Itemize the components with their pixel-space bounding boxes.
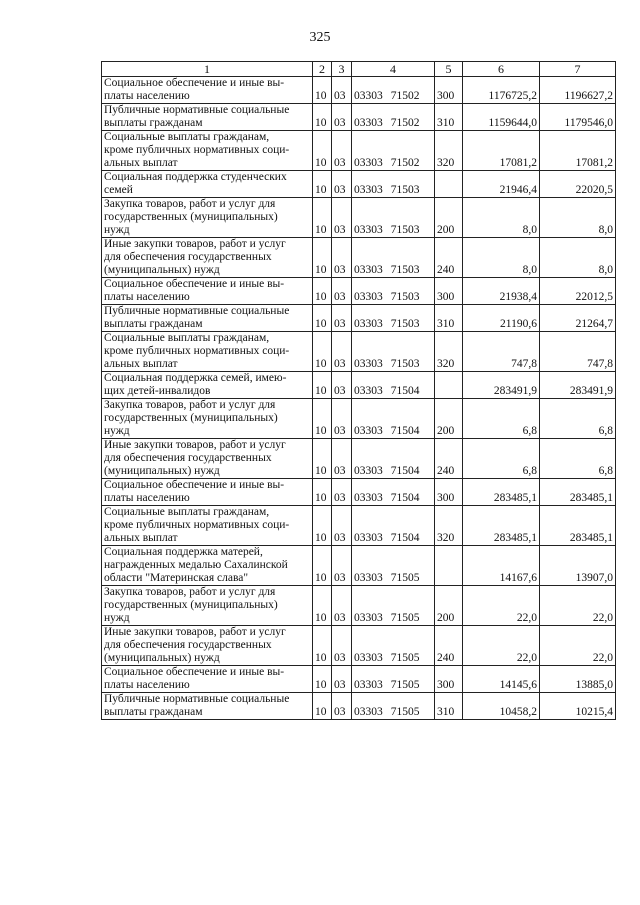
amount-col7-cell: 8,0 (540, 198, 616, 238)
row-name-cell (102, 171, 313, 198)
row-name-line: награжденных медалью Сахалинской (104, 559, 288, 571)
expense-type-cell: 200 (435, 586, 463, 626)
table-row (102, 332, 616, 372)
subsection-code-cell: 03 (332, 305, 352, 332)
target-article-program: 03303 (354, 157, 383, 169)
row-name-line: государственных (муниципальных) (104, 211, 278, 223)
row-name-cell (102, 131, 313, 171)
page-number: 325 (309, 30, 331, 45)
row-name-cell (102, 666, 313, 693)
table-row (102, 198, 616, 238)
row-name-line: Социальное обеспечение и иные вы- (104, 666, 285, 678)
section-code-cell: 10 (313, 693, 332, 720)
target-article-direction: 71505 (390, 652, 420, 664)
target-article-direction: 71504 (390, 425, 420, 437)
amount-col7-cell: 22020,5 (540, 171, 616, 198)
row-name-cell (102, 372, 313, 399)
amount-col6-cell: 22,0 (463, 586, 540, 626)
column-header: 7 (540, 62, 616, 77)
expense-type-cell: 300 (435, 278, 463, 305)
section-code-cell: 10 (313, 198, 332, 238)
target-article-cell (352, 104, 435, 131)
target-article-cell (352, 506, 435, 546)
column-header: 2 (313, 62, 332, 77)
amount-col7-cell: 6,8 (540, 439, 616, 479)
target-article-cell (352, 439, 435, 479)
amount-col6-cell: 21938,4 (463, 278, 540, 305)
subsection-code-cell: 03 (332, 506, 352, 546)
target-article-cell (352, 278, 435, 305)
amount-col6-cell: 283485,1 (463, 506, 540, 546)
table-row (102, 278, 616, 305)
subsection-code-cell: 03 (332, 479, 352, 506)
target-article-program: 03303 (354, 492, 383, 504)
target-article-program: 03303 (354, 224, 383, 236)
row-name-line: Социальные выплаты гражданам, (104, 506, 270, 518)
target-article-program: 03303 (354, 385, 383, 397)
amount-col7-cell: 283485,1 (540, 479, 616, 506)
amount-col6-cell: 17081,2 (463, 131, 540, 171)
row-name-line: альных выплат (104, 532, 178, 544)
amount-col7-cell: 21264,7 (540, 305, 616, 332)
target-article-direction: 71503 (390, 264, 420, 276)
table-row (102, 372, 616, 399)
section-code-cell: 10 (313, 399, 332, 439)
row-name-line: (муниципальных) нужд (104, 465, 220, 477)
amount-col6-cell: 1176725,2 (463, 77, 540, 104)
row-name-line: Социальная поддержка студенческих (104, 171, 287, 183)
row-name-line: государственных (муниципальных) (104, 599, 278, 611)
table-row (102, 546, 616, 586)
target-article-direction: 71503 (390, 224, 420, 236)
amount-col7-cell: 22,0 (540, 586, 616, 626)
subsection-code-cell: 03 (332, 131, 352, 171)
amount-col7-cell: 17081,2 (540, 131, 616, 171)
subsection-code-cell: 03 (332, 198, 352, 238)
amount-col7-cell: 283485,1 (540, 506, 616, 546)
expense-type-cell: 320 (435, 332, 463, 372)
subsection-code-cell: 03 (332, 626, 352, 666)
target-article-cell (352, 399, 435, 439)
amount-col6-cell: 14167,6 (463, 546, 540, 586)
row-name-line: Иные закупки товаров, работ и услуг (104, 238, 286, 250)
row-name-cell (102, 439, 313, 479)
column-header: 6 (463, 62, 540, 77)
target-article-direction: 71503 (390, 184, 420, 196)
target-article-direction: 71502 (390, 157, 420, 169)
target-article-program: 03303 (354, 572, 383, 584)
target-article-direction: 71504 (390, 385, 420, 397)
row-name-cell (102, 586, 313, 626)
target-article-cell (352, 238, 435, 278)
section-code-cell: 10 (313, 479, 332, 506)
subsection-code-cell: 03 (332, 586, 352, 626)
row-name-line: Публичные нормативные социальные (104, 305, 290, 317)
target-article-direction: 71503 (390, 291, 420, 303)
target-article-program: 03303 (354, 425, 383, 437)
amount-col7-cell: 1179546,0 (540, 104, 616, 131)
expense-type-cell: 320 (435, 506, 463, 546)
row-name-cell (102, 77, 313, 104)
row-name-line: Социальная поддержка матерей, (104, 546, 263, 558)
target-article-program: 03303 (354, 652, 383, 664)
target-article-cell (352, 305, 435, 332)
amount-col6-cell: 283485,1 (463, 479, 540, 506)
target-article-cell (352, 626, 435, 666)
table-row (102, 626, 616, 666)
row-name-cell (102, 399, 313, 439)
expense-type-cell: 300 (435, 666, 463, 693)
subsection-code-cell: 03 (332, 238, 352, 278)
section-code-cell: 10 (313, 586, 332, 626)
row-name-line: Публичные нормативные социальные (104, 104, 290, 116)
row-name-line: выплаты гражданам (104, 318, 203, 330)
amount-col6-cell: 8,0 (463, 238, 540, 278)
expense-type-cell: 320 (435, 131, 463, 171)
target-article-cell (352, 131, 435, 171)
row-name-line: Социальное обеспечение и иные вы- (104, 479, 285, 491)
row-name-line: Социальные выплаты гражданам, (104, 131, 270, 143)
amount-col6-cell: 283491,9 (463, 372, 540, 399)
target-article-cell (352, 171, 435, 198)
target-article-cell (352, 372, 435, 399)
amount-col7-cell: 22012,5 (540, 278, 616, 305)
row-name-line: нужд (104, 425, 130, 437)
target-article-direction: 71505 (390, 612, 420, 624)
table-row (102, 77, 616, 104)
target-article-cell (352, 693, 435, 720)
row-name-line: Социальное обеспечение и иные вы- (104, 278, 285, 290)
row-name-line: кроме публичных нормативных соци- (104, 144, 290, 156)
section-code-cell: 10 (313, 372, 332, 399)
target-article-direction: 71504 (390, 532, 420, 544)
expense-type-cell: 240 (435, 439, 463, 479)
target-article-direction: 71505 (390, 706, 420, 718)
section-code-cell: 10 (313, 666, 332, 693)
table-row (102, 131, 616, 171)
section-code-cell: 10 (313, 131, 332, 171)
amount-col6-cell: 21190,6 (463, 305, 540, 332)
subsection-code-cell: 03 (332, 171, 352, 198)
target-article-direction: 71503 (390, 358, 420, 370)
section-code-cell: 10 (313, 332, 332, 372)
section-code-cell: 10 (313, 626, 332, 666)
row-name-cell (102, 332, 313, 372)
target-article-program: 03303 (354, 532, 383, 544)
table-row (102, 439, 616, 479)
amount-col6-cell: 21946,4 (463, 171, 540, 198)
expense-type-cell: 240 (435, 238, 463, 278)
subsection-code-cell: 03 (332, 439, 352, 479)
row-name-line: платы населению (104, 679, 190, 691)
target-article-program: 03303 (354, 90, 383, 102)
row-name-cell (102, 626, 313, 666)
table-row (102, 479, 616, 506)
row-name-cell (102, 479, 313, 506)
amount-col6-cell: 747,8 (463, 332, 540, 372)
row-name-line: альных выплат (104, 358, 178, 370)
amount-col6-cell: 22,0 (463, 626, 540, 666)
row-name-cell (102, 198, 313, 238)
row-name-line: (муниципальных) нужд (104, 652, 220, 664)
expense-type-cell (435, 546, 463, 586)
target-article-program: 03303 (354, 291, 383, 303)
subsection-code-cell: 03 (332, 666, 352, 693)
target-article-cell (352, 586, 435, 626)
amount-col6-cell: 6,8 (463, 439, 540, 479)
row-name-cell (102, 506, 313, 546)
section-code-cell: 10 (313, 305, 332, 332)
row-name-line: Социальное обеспечение и иные вы- (104, 77, 285, 89)
expense-type-cell: 310 (435, 693, 463, 720)
budget-table (101, 61, 616, 720)
amount-col6-cell: 14145,6 (463, 666, 540, 693)
table-row (102, 506, 616, 546)
section-code-cell: 10 (313, 104, 332, 131)
row-name-line: Закупка товаров, работ и услуг для (104, 586, 276, 598)
column-header: 5 (435, 62, 463, 77)
row-name-line: кроме публичных нормативных соци- (104, 519, 290, 531)
table-row (102, 171, 616, 198)
amount-col6-cell: 1159644,0 (463, 104, 540, 131)
subsection-code-cell: 03 (332, 399, 352, 439)
row-name-line: семей (104, 184, 133, 196)
amount-col7-cell: 13885,0 (540, 666, 616, 693)
target-article-program: 03303 (354, 679, 383, 691)
subsection-code-cell: 03 (332, 372, 352, 399)
section-code-cell: 10 (313, 506, 332, 546)
row-name-line: платы населению (104, 291, 190, 303)
section-code-cell: 10 (313, 546, 332, 586)
amount-col6-cell: 10458,2 (463, 693, 540, 720)
table-row (102, 586, 616, 626)
table-row (102, 238, 616, 278)
subsection-code-cell: 03 (332, 332, 352, 372)
amount-col7-cell: 13907,0 (540, 546, 616, 586)
amount-col7-cell: 8,0 (540, 238, 616, 278)
target-article-program: 03303 (354, 264, 383, 276)
row-name-line: области "Материнская слава" (104, 572, 249, 584)
row-name-line: (муниципальных) нужд (104, 264, 220, 276)
target-article-program: 03303 (354, 117, 383, 129)
target-article-cell (352, 546, 435, 586)
target-article-program: 03303 (354, 465, 383, 477)
row-name-line: выплаты гражданам (104, 117, 203, 129)
target-article-cell (352, 198, 435, 238)
amount-col7-cell: 10215,4 (540, 693, 616, 720)
target-article-program: 03303 (354, 318, 383, 330)
expense-type-cell (435, 372, 463, 399)
target-article-cell (352, 332, 435, 372)
row-name-line: выплаты гражданам (104, 706, 203, 718)
section-code-cell: 10 (313, 278, 332, 305)
table-row (102, 305, 616, 332)
subsection-code-cell: 03 (332, 104, 352, 131)
target-article-program: 03303 (354, 184, 383, 196)
target-article-cell (352, 77, 435, 104)
row-name-line: Социальные выплаты гражданам, (104, 332, 270, 344)
section-code-cell: 10 (313, 439, 332, 479)
row-name-line: платы населению (104, 90, 190, 102)
target-article-direction: 71504 (390, 492, 420, 504)
row-name-line: Иные закупки товаров, работ и услуг (104, 439, 286, 451)
amount-col6-cell: 8,0 (463, 198, 540, 238)
row-name-cell (102, 238, 313, 278)
expense-type-cell: 300 (435, 77, 463, 104)
row-name-cell (102, 693, 313, 720)
table-row (102, 666, 616, 693)
amount-col7-cell: 1196627,2 (540, 77, 616, 104)
column-header: 4 (352, 62, 435, 77)
target-article-program: 03303 (354, 706, 383, 718)
target-article-direction: 71502 (390, 117, 420, 129)
row-name-line: для обеспечения государственных (104, 452, 272, 464)
expense-type-cell: 200 (435, 399, 463, 439)
row-name-line: Публичные нормативные социальные (104, 693, 290, 705)
expense-type-cell: 310 (435, 305, 463, 332)
row-name-line: Социальная поддержка семей, имею- (104, 372, 287, 384)
table-row (102, 399, 616, 439)
target-article-cell (352, 666, 435, 693)
column-header: 3 (332, 62, 352, 77)
table-row (102, 693, 616, 720)
section-code-cell: 10 (313, 238, 332, 278)
row-name-line: Закупка товаров, работ и услуг для (104, 198, 276, 210)
row-name-line: альных выплат (104, 157, 178, 169)
target-article-program: 03303 (354, 612, 383, 624)
expense-type-cell: 310 (435, 104, 463, 131)
row-name-line: щих детей-инвалидов (104, 385, 211, 397)
header-row (102, 62, 616, 77)
row-name-line: нужд (104, 612, 130, 624)
row-name-cell (102, 278, 313, 305)
target-article-direction: 71504 (390, 465, 420, 477)
subsection-code-cell: 03 (332, 693, 352, 720)
amount-col7-cell: 6,8 (540, 399, 616, 439)
row-name-line: для обеспечения государственных (104, 251, 272, 263)
row-name-cell (102, 546, 313, 586)
subsection-code-cell: 03 (332, 546, 352, 586)
amount-col6-cell: 6,8 (463, 399, 540, 439)
column-header: 1 (102, 62, 313, 77)
subsection-code-cell: 03 (332, 278, 352, 305)
target-article-program: 03303 (354, 358, 383, 370)
row-name-line: платы населению (104, 492, 190, 504)
target-article-direction: 71505 (390, 679, 420, 691)
target-article-direction: 71503 (390, 318, 420, 330)
target-article-direction: 71505 (390, 572, 420, 584)
row-name-line: государственных (муниципальных) (104, 412, 278, 424)
section-code-cell: 10 (313, 171, 332, 198)
target-article-direction: 71502 (390, 90, 420, 102)
expense-type-cell (435, 171, 463, 198)
row-name-cell (102, 305, 313, 332)
expense-type-cell: 300 (435, 479, 463, 506)
row-name-line: кроме публичных нормативных соци- (104, 345, 290, 357)
expense-type-cell: 200 (435, 198, 463, 238)
amount-col7-cell: 747,8 (540, 332, 616, 372)
expense-type-cell: 240 (435, 626, 463, 666)
target-article-cell (352, 479, 435, 506)
row-name-cell (102, 104, 313, 131)
row-name-line: Иные закупки товаров, работ и услуг (104, 626, 286, 638)
table-body (102, 77, 616, 720)
table-row (102, 104, 616, 131)
section-code-cell: 10 (313, 77, 332, 104)
subsection-code-cell: 03 (332, 77, 352, 104)
row-name-line: Закупка товаров, работ и услуг для (104, 399, 276, 411)
row-name-line: для обеспечения государственных (104, 639, 272, 651)
amount-col7-cell: 22,0 (540, 626, 616, 666)
amount-col7-cell: 283491,9 (540, 372, 616, 399)
row-name-line: нужд (104, 224, 130, 236)
